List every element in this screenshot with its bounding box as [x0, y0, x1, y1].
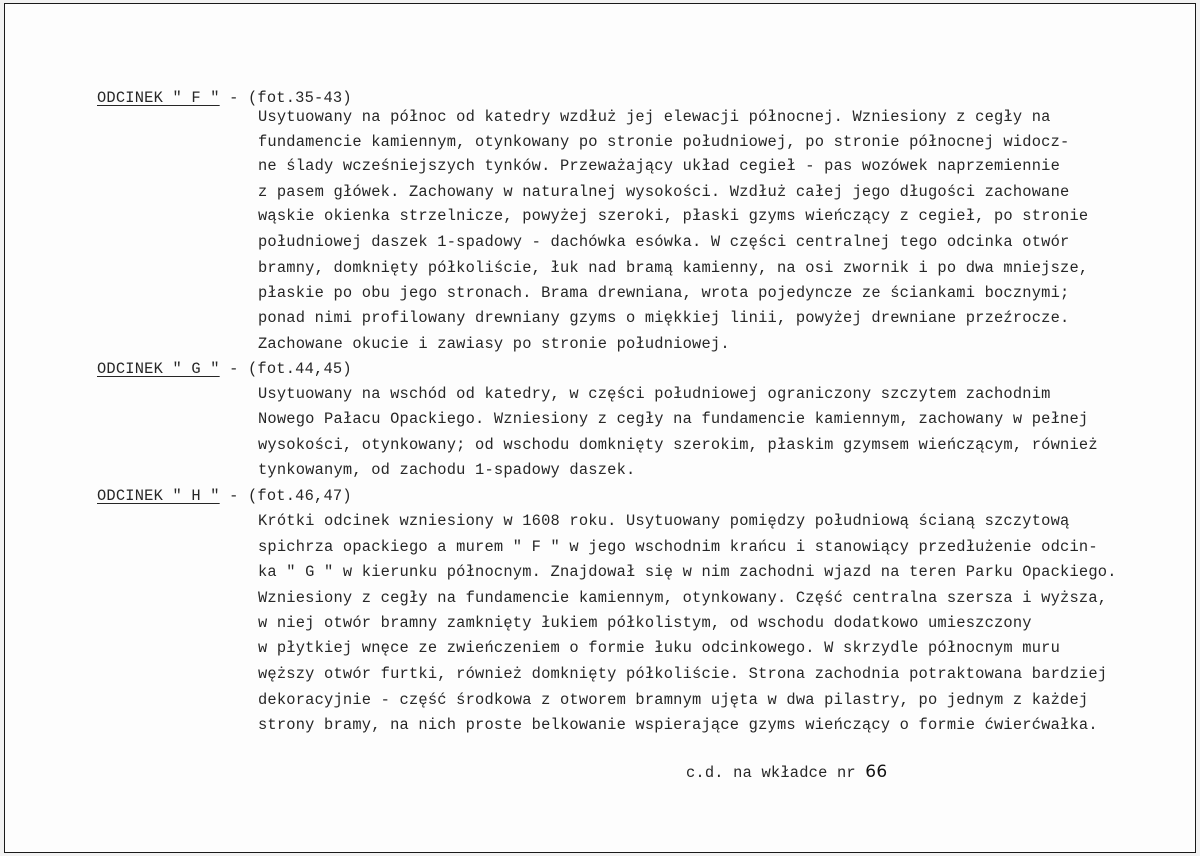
- text-line: ne ślady wcześniejszych tynków. Przeważający układ cegieł - pas wozówek naprzemiennie: [258, 157, 1061, 175]
- text-line: fundamencie kamiennym, otynkowany po stronie południowej, po stronie północnej widocz-: [258, 133, 1070, 151]
- text-line: Krótki odcinek wzniesiony w 1608 roku. Usytuowany pomiędzy południową ścianą szczytową: [258, 512, 1070, 530]
- text-line: spichrza opackiego a murem " F " w jego wschodnim krańcu i stanowiący przedłużenie odcin-: [258, 538, 1098, 556]
- text-line: Zachowane okucie i zawiasy po stronie południowej.: [258, 335, 730, 353]
- text-line: dekoracyjnie - część środkowa z otworem bramnym ujęta w dwa pilastry, po jednym z każdej: [258, 691, 1089, 709]
- text-line: Usytuowany na wschód od katedry, w części południowej ograniczony szczytem zachodnim: [258, 385, 1051, 403]
- section-heading-h: [97, 484, 352, 508]
- section-ref-f: - (fot.35-43): [229, 89, 352, 107]
- text-line: bramny, domknięty półkoliście, łuk nad bramą kamienny, na osi zwornik i po dwa mniejsze,: [258, 259, 1089, 277]
- section-label-h: ODCINEK " H ": [97, 487, 220, 505]
- text-line: w niej otwór bramny zamknięty łukiem półkolistym, od wschodu dodatkowo umieszczony: [258, 614, 1032, 632]
- section-ref-g: - (fot.44,45): [229, 360, 352, 378]
- text-line: węższy otwór furtki, również domknięty półkoliście. Strona zachodnia potraktowana bardziej: [258, 665, 1108, 683]
- text-line: południowej daszek 1-spadowy - dachówka esówka. W części centralnej tego odcinka otwór: [258, 233, 1070, 251]
- text-line: strony bramy, na nich proste belkowanie wspierające gzyms wieńczący o formie ćwierćwałka.: [258, 716, 1098, 734]
- text-line: płaskie po obu jego stronach. Brama drewniana, wrota pojedyncze ze ściankami bocznymi;: [258, 284, 1070, 302]
- continuation-page-number: 66: [865, 762, 888, 782]
- continuation-note: [686, 760, 887, 785]
- section-label-g: ODCINEK " G ": [97, 360, 220, 378]
- text-line: Wzniesiony z cegły na fundamencie kamiennym, otynkowany. Część centralna szersza i wyższa,: [258, 589, 1108, 607]
- section-ref-h: - (fot.46,47): [229, 487, 352, 505]
- text-line: ponad nimi profilowany drewniany gzyms o miękkiej linii, powyżej drewniane przeźrocze.: [258, 309, 1070, 327]
- text-line: wysokości, otynkowany; od wschodu domknięty szerokim, płaskim gzymsem wieńczącym, również: [258, 436, 1098, 454]
- continuation-text: c.d. na wkładce nr: [686, 764, 856, 782]
- section-heading-g: [97, 357, 352, 381]
- text-line: z pasem główek. Zachowany w naturalnej wysokości. Wzdłuż całej jego długości zachowane: [258, 183, 1070, 201]
- text-line: tynkowanym, od zachodu 1-spadowy daszek.: [258, 461, 636, 479]
- section-label-f: ODCINEK " F ": [97, 89, 220, 107]
- text-line: Nowego Pałacu Opackiego. Wzniesiony z cegły na fundamencie kamiennym, zachowany w pełnej: [258, 410, 1089, 428]
- text-line: Usytuowany na północ od katedry wzdłuż jej elewacji północnej. Wzniesiony z cegły na: [258, 108, 1051, 126]
- text-line: ka " G " w kierunku północnym. Znajdował się w nim zachodni wjazd na teren Parku Opackiego.: [258, 563, 1117, 581]
- text-line: wąskie okienka strzelnicze, powyżej szeroki, płaski gzyms wieńczący z cegieł, po stronie: [258, 207, 1089, 225]
- text-line: w płytkiej wnęce ze zwieńczeniem o formie łuku odcinkowego. W skrzydle północnym muru: [258, 639, 1061, 657]
